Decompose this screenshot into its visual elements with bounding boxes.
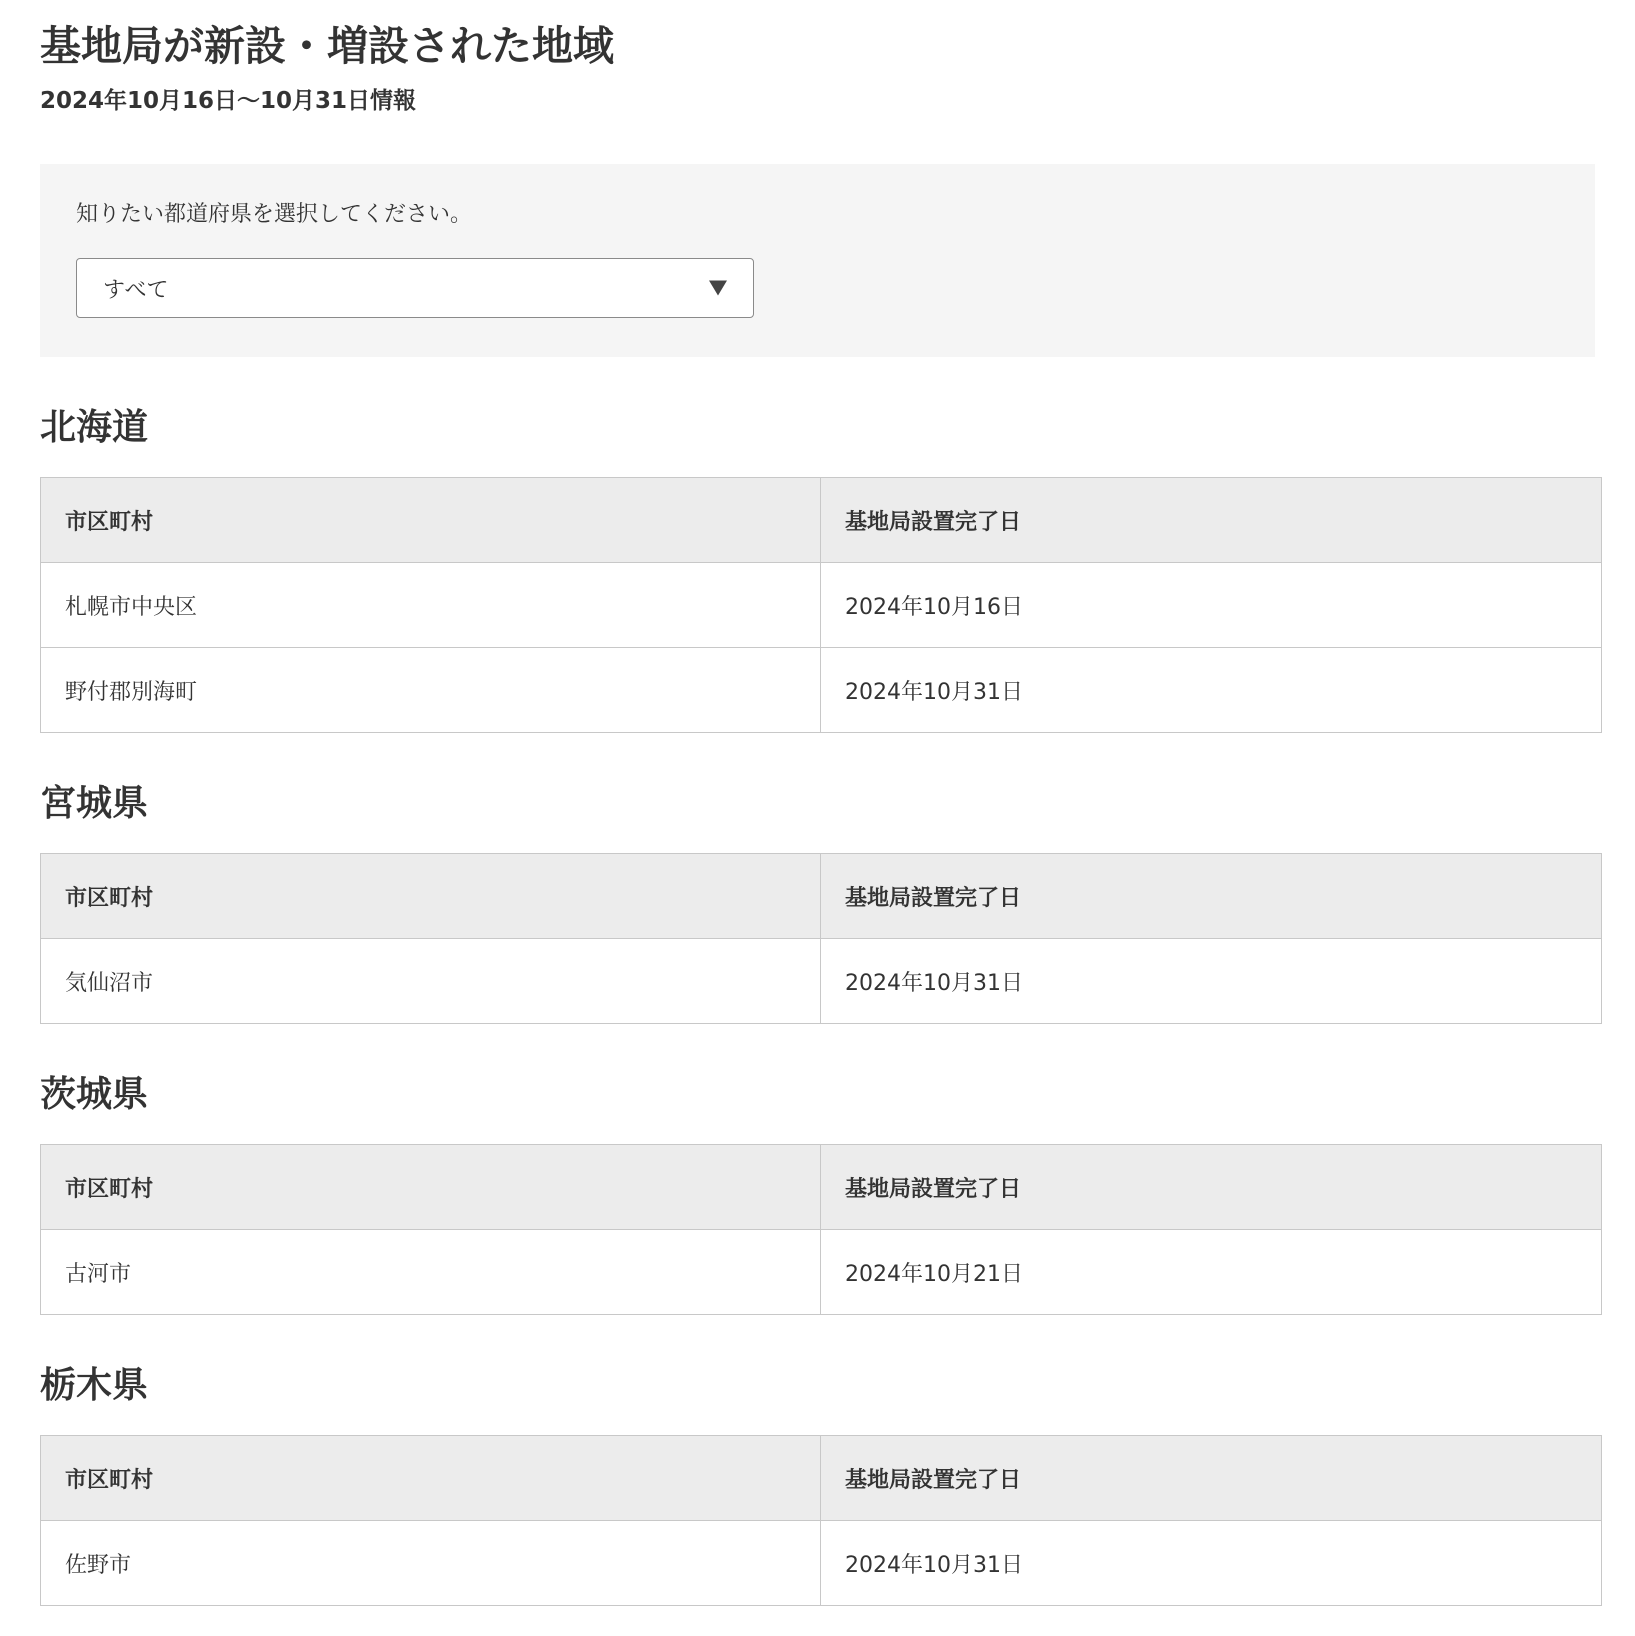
date-cell: 2024年10月16日	[821, 563, 1602, 648]
date-cell: 2024年10月31日	[821, 939, 1602, 1024]
region-title: 栃木県	[40, 1365, 149, 1406]
date-cell: 2024年10月31日	[821, 1521, 1602, 1606]
region-title: 茨城県	[40, 1074, 149, 1115]
column-header-date: 基地局設置完了日	[821, 854, 1602, 939]
city-cell: 佐野市	[41, 1521, 821, 1606]
date-cell: 2024年10月21日	[821, 1230, 1602, 1315]
table-row	[41, 648, 1602, 733]
region-section-ibaraki	[40, 1072, 1595, 1315]
dropdown-arrow-icon	[709, 281, 727, 296]
column-header-date: 基地局設置完了日	[821, 1145, 1602, 1230]
date-cell: 2024年10月31日	[821, 648, 1602, 733]
prefecture-filter-panel	[40, 164, 1595, 357]
column-header-city: 市区町村	[41, 1436, 821, 1521]
city-cell: 気仙沼市	[41, 939, 821, 1024]
prefecture-filter-label: 知りたい都道府県を選択してください。	[76, 202, 473, 227]
region-section-tochigi	[40, 1363, 1595, 1606]
region-section-miyagi	[40, 781, 1595, 1024]
column-header-city: 市区町村	[41, 1145, 821, 1230]
region-table	[40, 1144, 1602, 1315]
table-header-row	[41, 854, 1602, 939]
column-header-city: 市区町村	[41, 854, 821, 939]
city-cell: 野付郡別海町	[41, 648, 821, 733]
column-header-city: 市区町村	[41, 478, 821, 563]
column-header-date: 基地局設置完了日	[821, 1436, 1602, 1521]
page-subtitle: 2024年10月16日〜10月31日情報	[40, 88, 417, 114]
region-table	[40, 853, 1602, 1024]
prefecture-select[interactable]	[76, 258, 754, 318]
table-header-row	[41, 478, 1602, 563]
table-header-row	[41, 1145, 1602, 1230]
prefecture-select-value: すべて	[103, 277, 169, 303]
region-table	[40, 477, 1602, 733]
table-row	[41, 1521, 1602, 1606]
region-table	[40, 1435, 1602, 1606]
page-title: 基地局が新設・増設された地域	[40, 22, 614, 70]
city-cell: 札幌市中央区	[41, 563, 821, 648]
table-header-row	[41, 1436, 1602, 1521]
city-cell: 古河市	[41, 1230, 821, 1315]
region-title: 宮城県	[40, 783, 149, 824]
table-row	[41, 939, 1602, 1024]
column-header-date: 基地局設置完了日	[821, 478, 1602, 563]
region-section-hokkaido	[40, 405, 1595, 733]
region-title: 北海道	[40, 407, 149, 448]
table-row	[41, 563, 1602, 648]
table-row	[41, 1230, 1602, 1315]
